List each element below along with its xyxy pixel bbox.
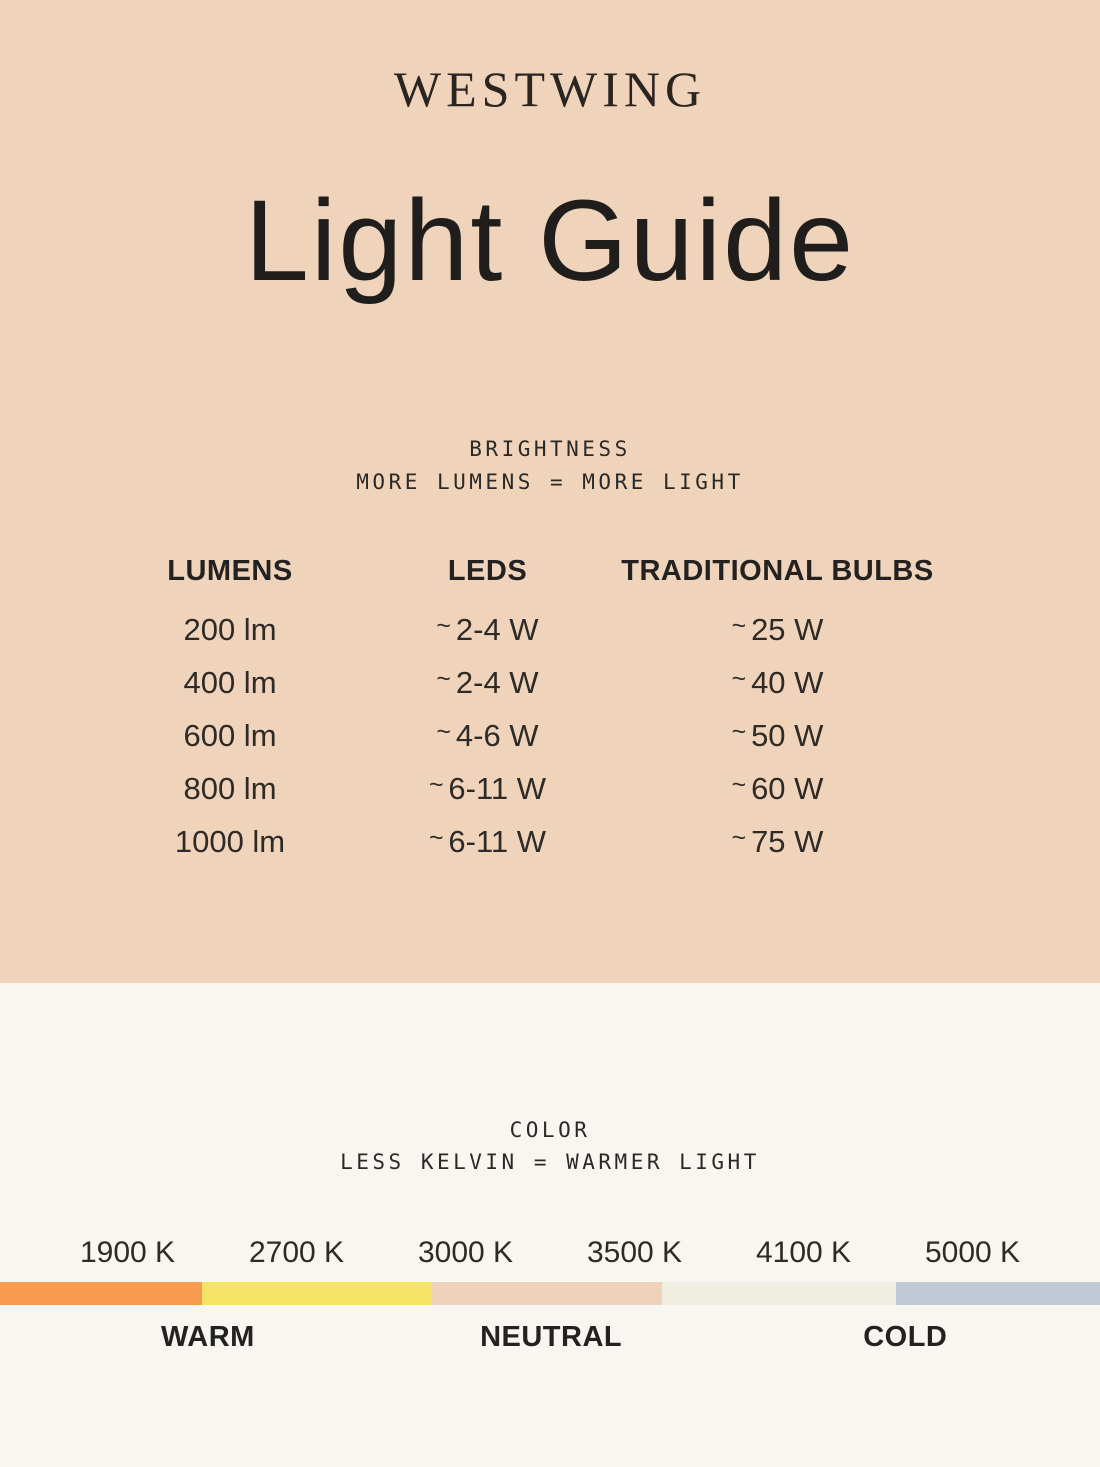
led-watts-value: [355, 815, 620, 868]
bulb-watts-text: 40 W: [751, 665, 824, 700]
color-heading: COLOR: [509, 1118, 591, 1142]
led-watts-text: 6-11 W: [448, 771, 547, 806]
color-temperature-scale-bar: [0, 1282, 1100, 1305]
approx-symbol: ~: [731, 665, 747, 693]
column-header-leds: LEDS: [447, 555, 528, 587]
column-header-lumens: LUMENS: [167, 555, 293, 587]
lumens-value: 200 lm: [183, 612, 277, 647]
color-heading-block: [0, 1114, 1100, 1178]
lumens-value: 800 lm: [183, 771, 277, 806]
approx-symbol: ~: [436, 718, 451, 746]
scale-segment-cold-blue: [896, 1282, 1100, 1305]
led-watts-text: 4-6 W: [455, 718, 539, 753]
kelvin-label-1900: 1900 K: [79, 1236, 176, 1269]
bulb-watts-value: [620, 656, 935, 709]
led-watts-text: 2-4 W: [455, 665, 539, 700]
kelvin-label-5000: 5000 K: [924, 1236, 1021, 1269]
temperature-label-cold: COLD: [863, 1321, 948, 1353]
kelvin-label-3500: 3500 K: [586, 1236, 683, 1269]
led-watts-value: [355, 603, 620, 656]
scale-segment-neutral-peach: [432, 1282, 662, 1305]
kelvin-label-3000: 3000 K: [417, 1236, 514, 1269]
temperature-labels-row: [0, 1322, 1100, 1356]
bulb-watts-value: [620, 762, 935, 815]
column-header-traditional-bulbs: TRADITIONAL BULBS: [621, 555, 934, 587]
temperature-label-neutral: NEUTRAL: [480, 1321, 623, 1353]
bulb-watts-text: 75 W: [751, 824, 824, 859]
brightness-heading-block: [0, 433, 1100, 499]
approx-symbol: ~: [731, 771, 747, 799]
table-body: [105, 603, 935, 868]
lumens-value: 400 lm: [183, 665, 277, 700]
lumens-value: 600 lm: [183, 718, 277, 753]
lumens-value: 1000 lm: [174, 824, 286, 859]
bulb-watts-value: [620, 815, 935, 868]
bulb-watts-text: 60 W: [751, 771, 824, 806]
bulb-watts-text: 50 W: [751, 718, 824, 753]
approx-symbol: ~: [436, 665, 451, 693]
approx-symbol: ~: [428, 771, 444, 799]
brand-logo: WESTWING: [393, 61, 707, 117]
kelvin-labels-row: [43, 1238, 1057, 1268]
scale-segment-neutral-cream: [662, 1282, 896, 1305]
led-watts-text: 6-11 W: [448, 824, 547, 859]
led-watts-text: 2-4 W: [455, 612, 539, 647]
approx-symbol: ~: [731, 718, 747, 746]
bulb-watts-text: 25 W: [751, 612, 824, 647]
color-temperature-section: [0, 983, 1100, 1467]
brightness-heading: BRIGHTNESS: [469, 437, 631, 461]
page-title: Light Guide: [244, 177, 856, 305]
scale-segment-warm-orange: [0, 1282, 202, 1305]
led-watts-value: [355, 762, 620, 815]
table-header-row: [105, 556, 935, 586]
kelvin-label-4100: 4100 K: [755, 1236, 852, 1269]
approx-symbol: ~: [731, 824, 747, 852]
lumens-conversion-table: [0, 556, 1100, 868]
temperature-label-warm: WARM: [160, 1321, 255, 1353]
approx-symbol: ~: [428, 824, 444, 852]
approx-symbol: ~: [731, 612, 747, 640]
led-watts-value: [355, 709, 620, 762]
kelvin-label-2700: 2700 K: [248, 1236, 345, 1269]
bulb-watts-value: [620, 603, 935, 656]
scale-segment-warm-yellow: [202, 1282, 432, 1305]
bulb-watts-value: [620, 709, 935, 762]
led-watts-value: [355, 656, 620, 709]
approx-symbol: ~: [436, 612, 451, 640]
brightness-subheading: MORE LUMENS = MORE LIGHT: [356, 470, 744, 494]
color-subheading: LESS KELVIN = WARMER LIGHT: [340, 1150, 760, 1174]
